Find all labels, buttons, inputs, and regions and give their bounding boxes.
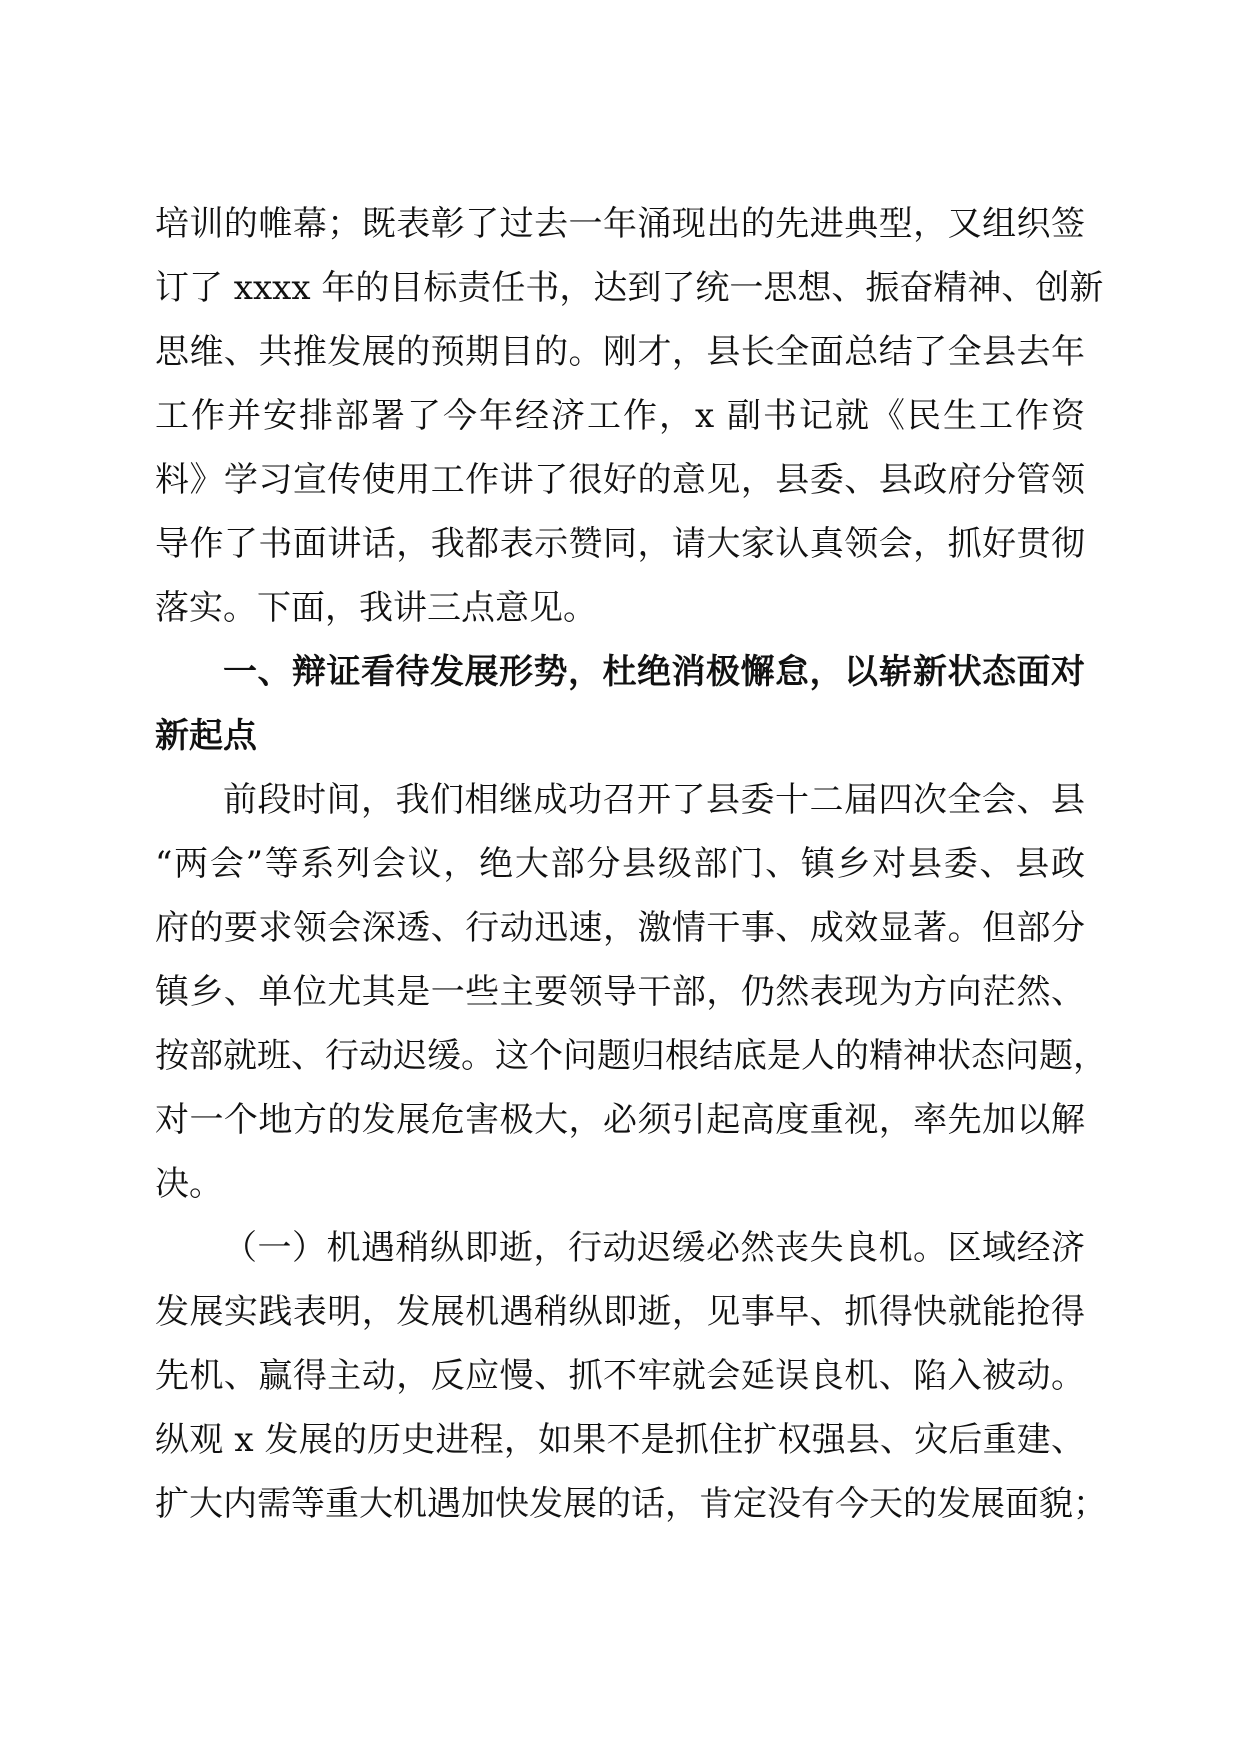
- text-line: 前段时间，我们相继成功召开了县委十二届四次全会、县: [223, 780, 1085, 820]
- text-line: 订了 xxxx 年的目标责任书，达到了统一思想、振奋精神、创新: [155, 268, 1104, 308]
- heading-line: 新起点: [155, 716, 257, 756]
- text-line: 镇乡、单位尤其是一些主要领导干部，仍然表现为方向茫然、: [155, 972, 1085, 1012]
- text-line: 发展实践表明，发展机遇稍纵即逝，见事早、抓得快就能抢得: [155, 1292, 1085, 1332]
- paragraph-2: [155, 768, 1107, 1216]
- text-line: 落实。下面，我讲三点意见。: [155, 588, 597, 628]
- text-line: 培训的帷幕；既表彰了过去一年涌现出的先进典型，又组织签: [155, 204, 1085, 244]
- text-line: 扩大内需等重大机遇加快发展的话，肯定没有今天的发展面貌；: [155, 1484, 1107, 1524]
- text-line: “两会”等系列会议，绝大部分县级部门、镇乡对县委、县政: [155, 844, 1085, 884]
- document-body: [155, 192, 1107, 1536]
- text-line: （一）机遇稍纵即逝，行动迟缓必然丧失良机。区域经济: [223, 1228, 1085, 1268]
- text-line: 导作了书面讲话，我都表示赞同，请大家认真领会，抓好贯彻: [155, 524, 1085, 564]
- section-heading: [155, 640, 1085, 768]
- text-line: 按部就班、行动迟缓。这个问题归根结底是人的精神状态问题，: [155, 1036, 1107, 1076]
- paragraph-intro: [155, 192, 1104, 640]
- text-line: 纵观 x 发展的历史进程，如果不是抓住扩权强县、灾后重建、: [155, 1420, 1085, 1460]
- text-line: 先机、赢得主动，反应慢、抓不牢就会延误良机、陷入被动。: [155, 1356, 1085, 1396]
- text-line: 府的要求领会深透、行动迅速，激情干事、成效显著。但部分: [155, 908, 1085, 948]
- text-line: 思维、共推发展的预期目的。刚才，县长全面总结了全县去年: [155, 332, 1085, 372]
- text-line: 对一个地方的发展危害极大，必须引起高度重视，率先加以解: [155, 1100, 1085, 1140]
- paragraph-3: [155, 1216, 1107, 1536]
- text-line: 决。: [155, 1164, 223, 1204]
- text-line: 工作并安排部署了今年经济工作，x 副书记就《民生工作资: [155, 396, 1085, 436]
- text-line: 料》学习宣传使用工作讲了很好的意见，县委、县政府分管领: [155, 460, 1085, 500]
- heading-line: 一、辩证看待发展形势，杜绝消极懈怠，以崭新状态面对: [223, 652, 1085, 692]
